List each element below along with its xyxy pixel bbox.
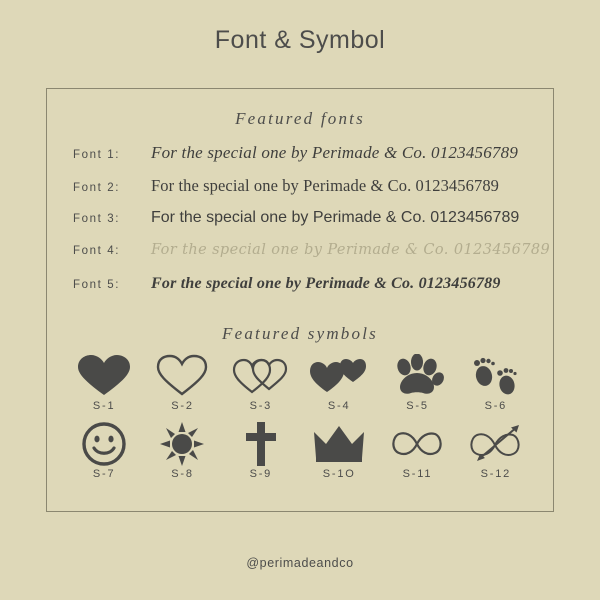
symbol-cell xyxy=(65,354,143,420)
font-sample: For the special one by Perimade & Co. 0123456789 xyxy=(151,242,551,258)
sun-icon xyxy=(158,422,206,466)
symbol-cell xyxy=(65,422,143,488)
symbol-cell xyxy=(143,354,221,420)
double-heart-icon xyxy=(232,354,290,398)
symbol-code: S-6 xyxy=(484,400,508,412)
symbol-code: S-1 xyxy=(92,400,116,412)
page-title: Font & Symbol xyxy=(214,26,386,54)
symbol-cell xyxy=(222,354,300,420)
featured-symbols-heading: Featured symbols xyxy=(222,324,378,343)
font-sample: For the special one by Perimade & Co. 0123456789 xyxy=(151,143,519,162)
infinity-icon xyxy=(388,422,446,466)
footer-handle: @perimadeandco xyxy=(246,556,354,570)
symbol-code: S-9 xyxy=(249,468,273,480)
featured-fonts-heading: Featured fonts xyxy=(235,109,365,128)
symbol-code: S-1O xyxy=(322,468,356,480)
symbol-code: S-8 xyxy=(171,468,194,480)
paw-print-icon xyxy=(390,354,444,398)
two-hearts-icon xyxy=(309,354,369,398)
symbol-cell xyxy=(378,354,456,420)
baby-feet-icon xyxy=(470,354,522,398)
symbol-code: S-7 xyxy=(92,468,116,480)
symbol-code: S-12 xyxy=(480,468,512,480)
font-row xyxy=(73,176,531,209)
content-frame xyxy=(46,88,554,512)
font-label: Font 3: xyxy=(73,213,120,225)
font-list xyxy=(47,143,553,308)
symbol-cell xyxy=(300,354,378,420)
font-label: Font 2: xyxy=(73,182,120,194)
symbol-grid xyxy=(47,354,553,488)
crown-icon xyxy=(312,422,366,466)
symbol-cell xyxy=(143,422,221,488)
symbol-code: S-5 xyxy=(406,400,429,412)
font-row xyxy=(73,242,551,275)
symbol-cell xyxy=(222,422,300,488)
font-label: Font 1: xyxy=(73,149,120,161)
cross-icon xyxy=(244,422,278,466)
heart-filled-icon xyxy=(76,354,132,398)
font-row xyxy=(73,209,531,242)
symbol-code: S-2 xyxy=(171,400,194,412)
symbol-cell xyxy=(378,422,456,488)
symbol-cell xyxy=(300,422,378,488)
font-sample: For the special one by Perimade & Co. 0123456789 xyxy=(151,176,500,195)
font-sample: For the special one by Perimade & Co. 0123456789 xyxy=(151,209,520,226)
infinity-arrow-icon xyxy=(467,422,525,466)
smiley-face-icon xyxy=(80,422,128,466)
font-sample: For the special one by Perimade & Co. 0123456789 xyxy=(151,275,501,292)
font-label: Font 5: xyxy=(73,279,120,291)
font-row xyxy=(73,275,531,308)
symbol-code: S-4 xyxy=(327,400,351,412)
symbol-code: S-3 xyxy=(249,400,273,412)
symbol-cell xyxy=(457,354,535,420)
font-row xyxy=(73,143,531,176)
symbol-code: S-11 xyxy=(402,468,433,480)
symbol-cell xyxy=(457,422,535,488)
heart-outline-icon xyxy=(156,354,208,398)
font-label: Font 4: xyxy=(73,245,120,257)
